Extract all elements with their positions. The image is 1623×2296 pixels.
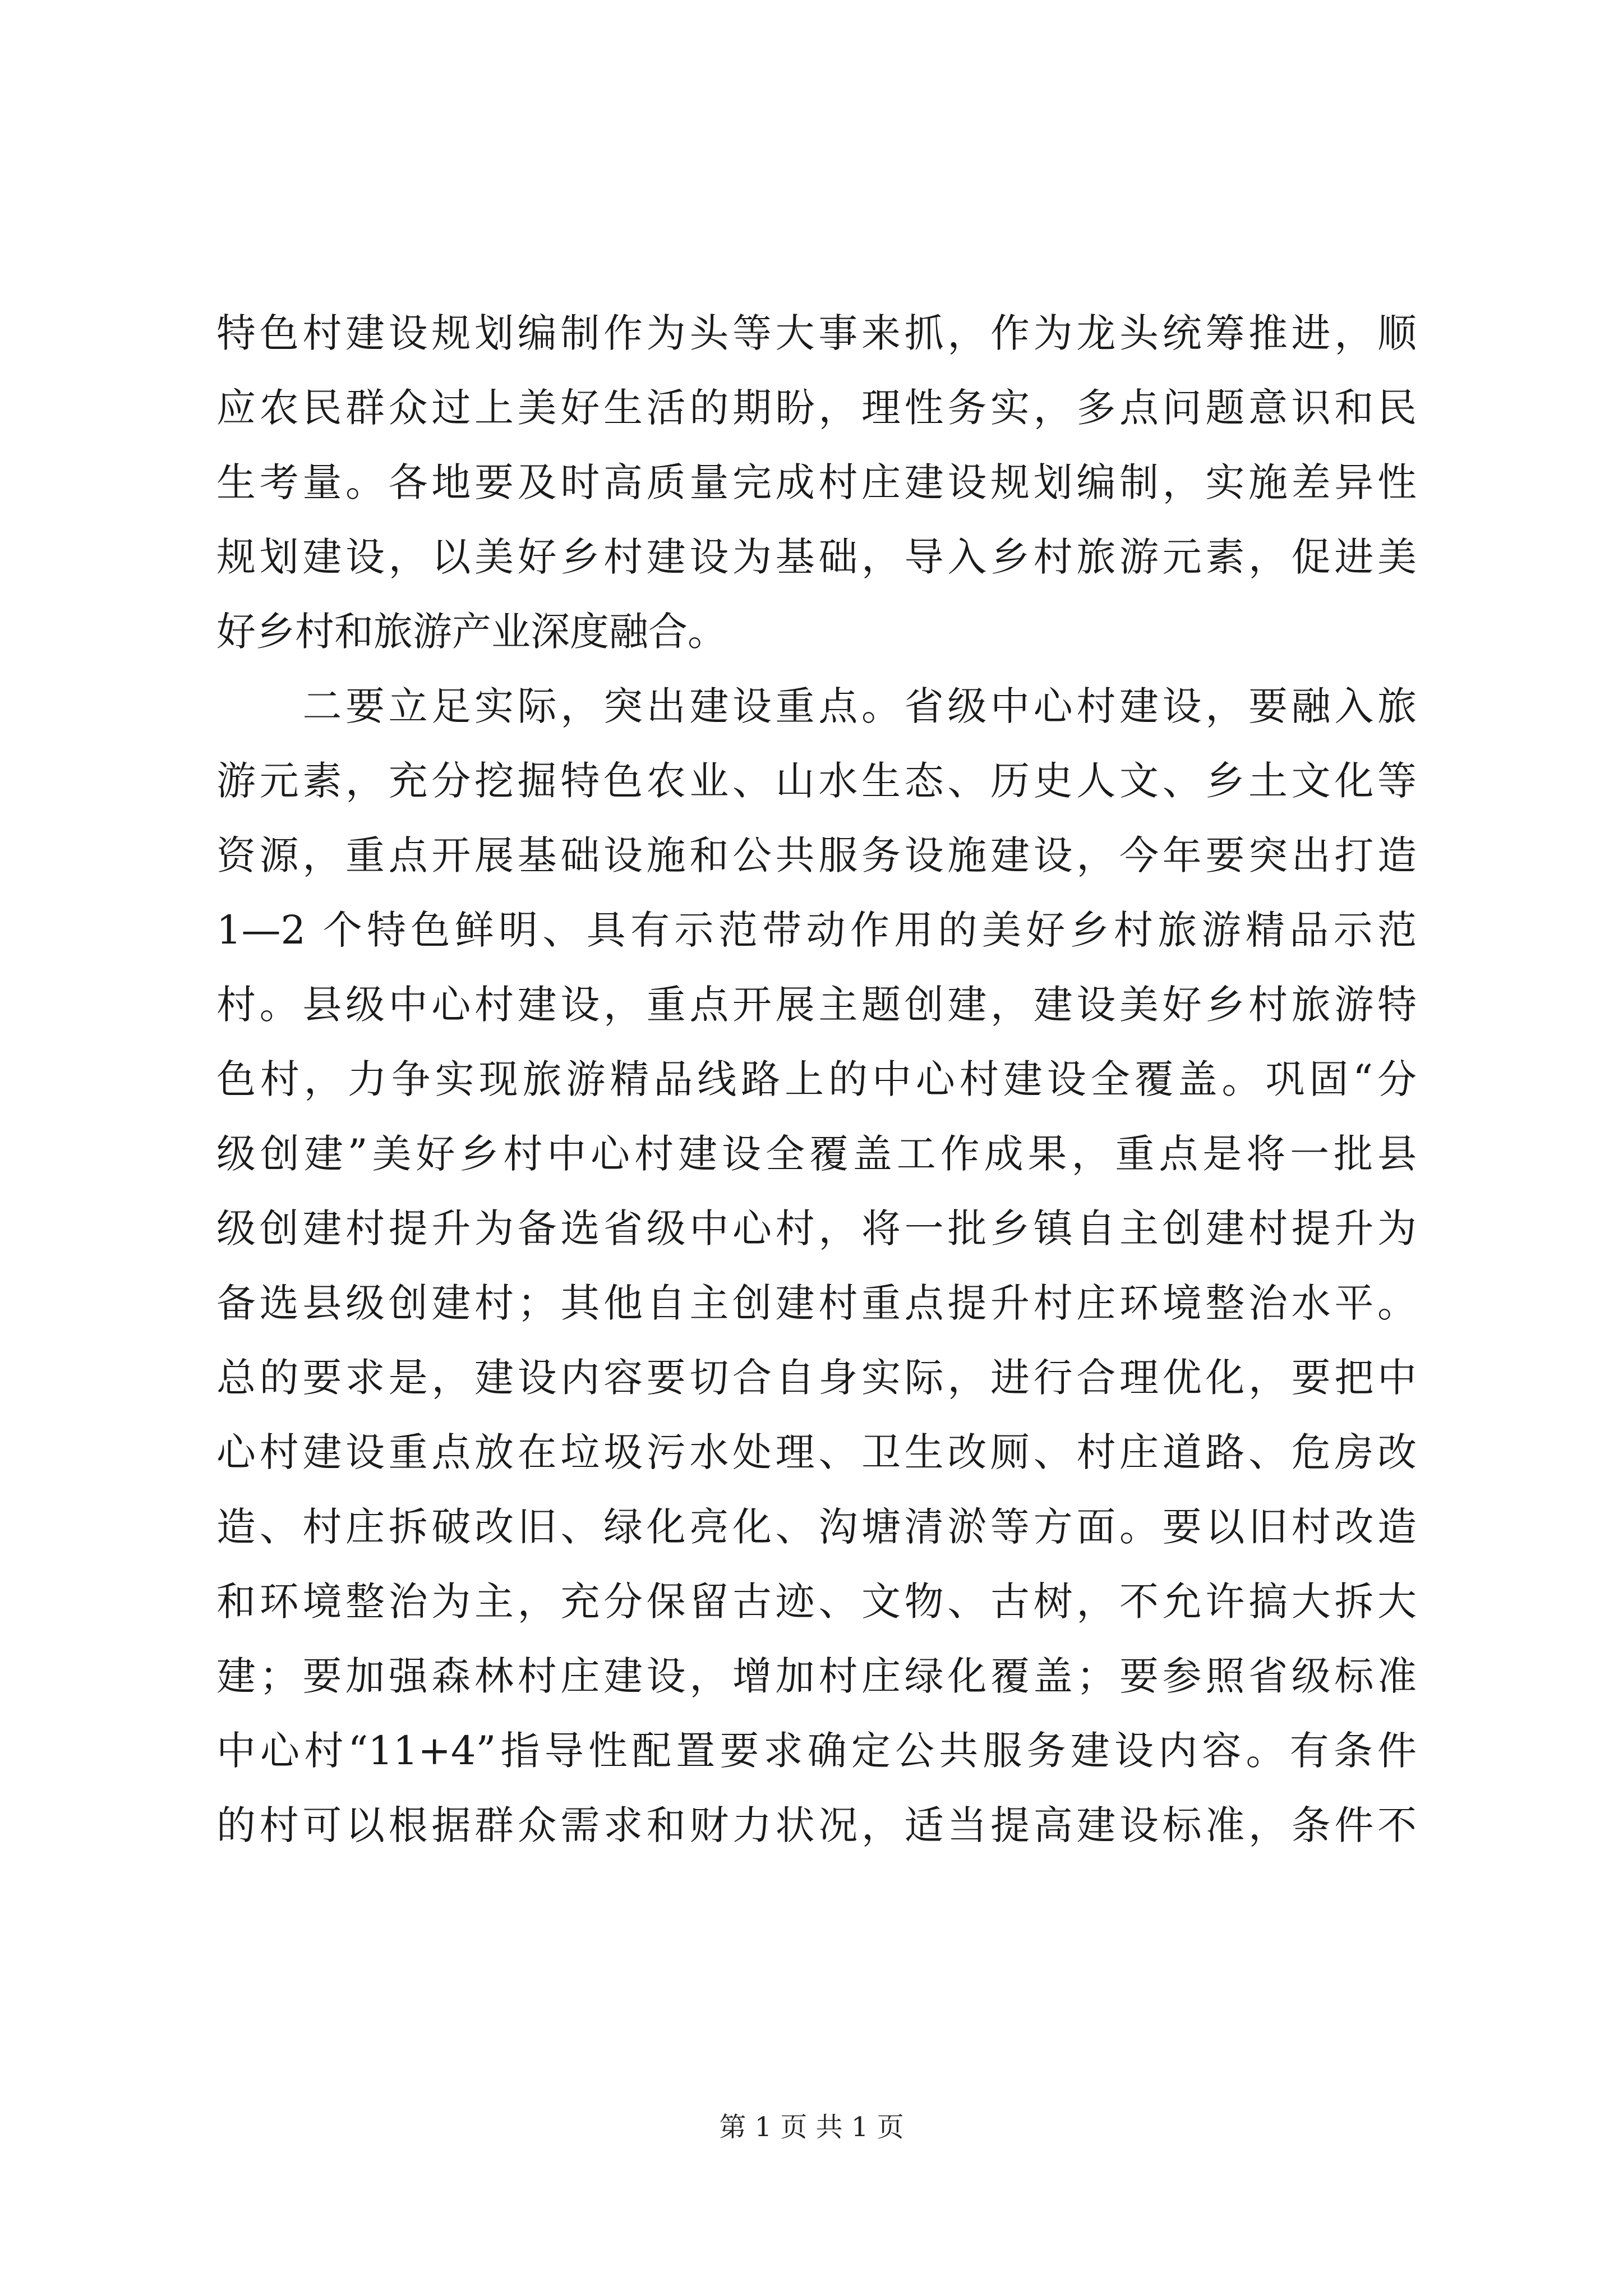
page-number-label: 第 1 页 共 1 页 — [719, 2111, 904, 2143]
text-line: 的村可以根据群众需求和财力状况，适当提高建设标准，条件不 — [216, 1802, 1417, 1848]
text-line: 生考量。各地要及时高质量完成村庄建设规划编制，实施差异性 — [216, 459, 1417, 505]
text-line: 中心村“11+4”指导性配置要求确定公共服务建设内容。有条件 — [216, 1728, 1417, 1774]
page-footer — [0, 2110, 1623, 2144]
text-line: 级创建村提升为备选省级中心村，将一批乡镇自主创建村提升为 — [216, 1205, 1417, 1251]
text-line: 好乡村和旅游产业深度融合。 — [216, 609, 727, 655]
text-line: 总的要求是，建设内容要切合自身实际，进行合理优化，要把中 — [216, 1355, 1417, 1401]
text-line: 资源，重点开展基础设施和公共服务设施建设，今年要突出打造 — [216, 832, 1417, 878]
body-text — [216, 296, 1417, 1863]
text-line: 村。县级中心村建设，重点开展主题创建，建设美好乡村旅游特 — [216, 982, 1417, 1028]
text-line: 级创建”美好乡村中心村建设全覆盖工作成果，重点是将一批县 — [216, 1131, 1417, 1177]
text-line: 和环境整治为主，充分保留古迹、文物、古树，不允许搞大拆大 — [216, 1579, 1417, 1625]
text-line: 特色村建设规划编制作为头等大事来抓，作为龙头统筹推进，顺 — [216, 310, 1417, 356]
text-line: 造、村庄拆破改旧、绿化亮化、沟塘清淤等方面。要以旧村改造 — [216, 1504, 1417, 1550]
text-line: 游元素，充分挖掘特色农业、山水生态、历史人文、乡土文化等 — [216, 758, 1417, 804]
text-line: 备选县级创建村；其他自主创建村重点提升村庄环境整治水平。 — [216, 1280, 1417, 1326]
text-line: 1—2 个特色鲜明、具有示范带动作用的美好乡村旅游精品示范 — [216, 907, 1417, 953]
text-line: 应农民群众过上美好生活的期盼，理性务实，多点问题意识和民 — [216, 385, 1417, 431]
text-line: 色村，力争实现旅游精品线路上的中心村建设全覆盖。巩固“分 — [216, 1056, 1417, 1102]
text-line: 规划建设，以美好乡村建设为基础，导入乡村旅游元素，促进美 — [216, 534, 1417, 580]
text-line: 二要立足实际，突出建设重点。省级中心村建设，要融入旅 — [216, 683, 1417, 729]
text-line: 建；要加强森林村庄建设，增加村庄绿化覆盖；要参照省级标准 — [216, 1653, 1417, 1699]
text-line: 心村建设重点放在垃圾污水处理、卫生改厕、村庄道路、危房改 — [216, 1429, 1417, 1475]
